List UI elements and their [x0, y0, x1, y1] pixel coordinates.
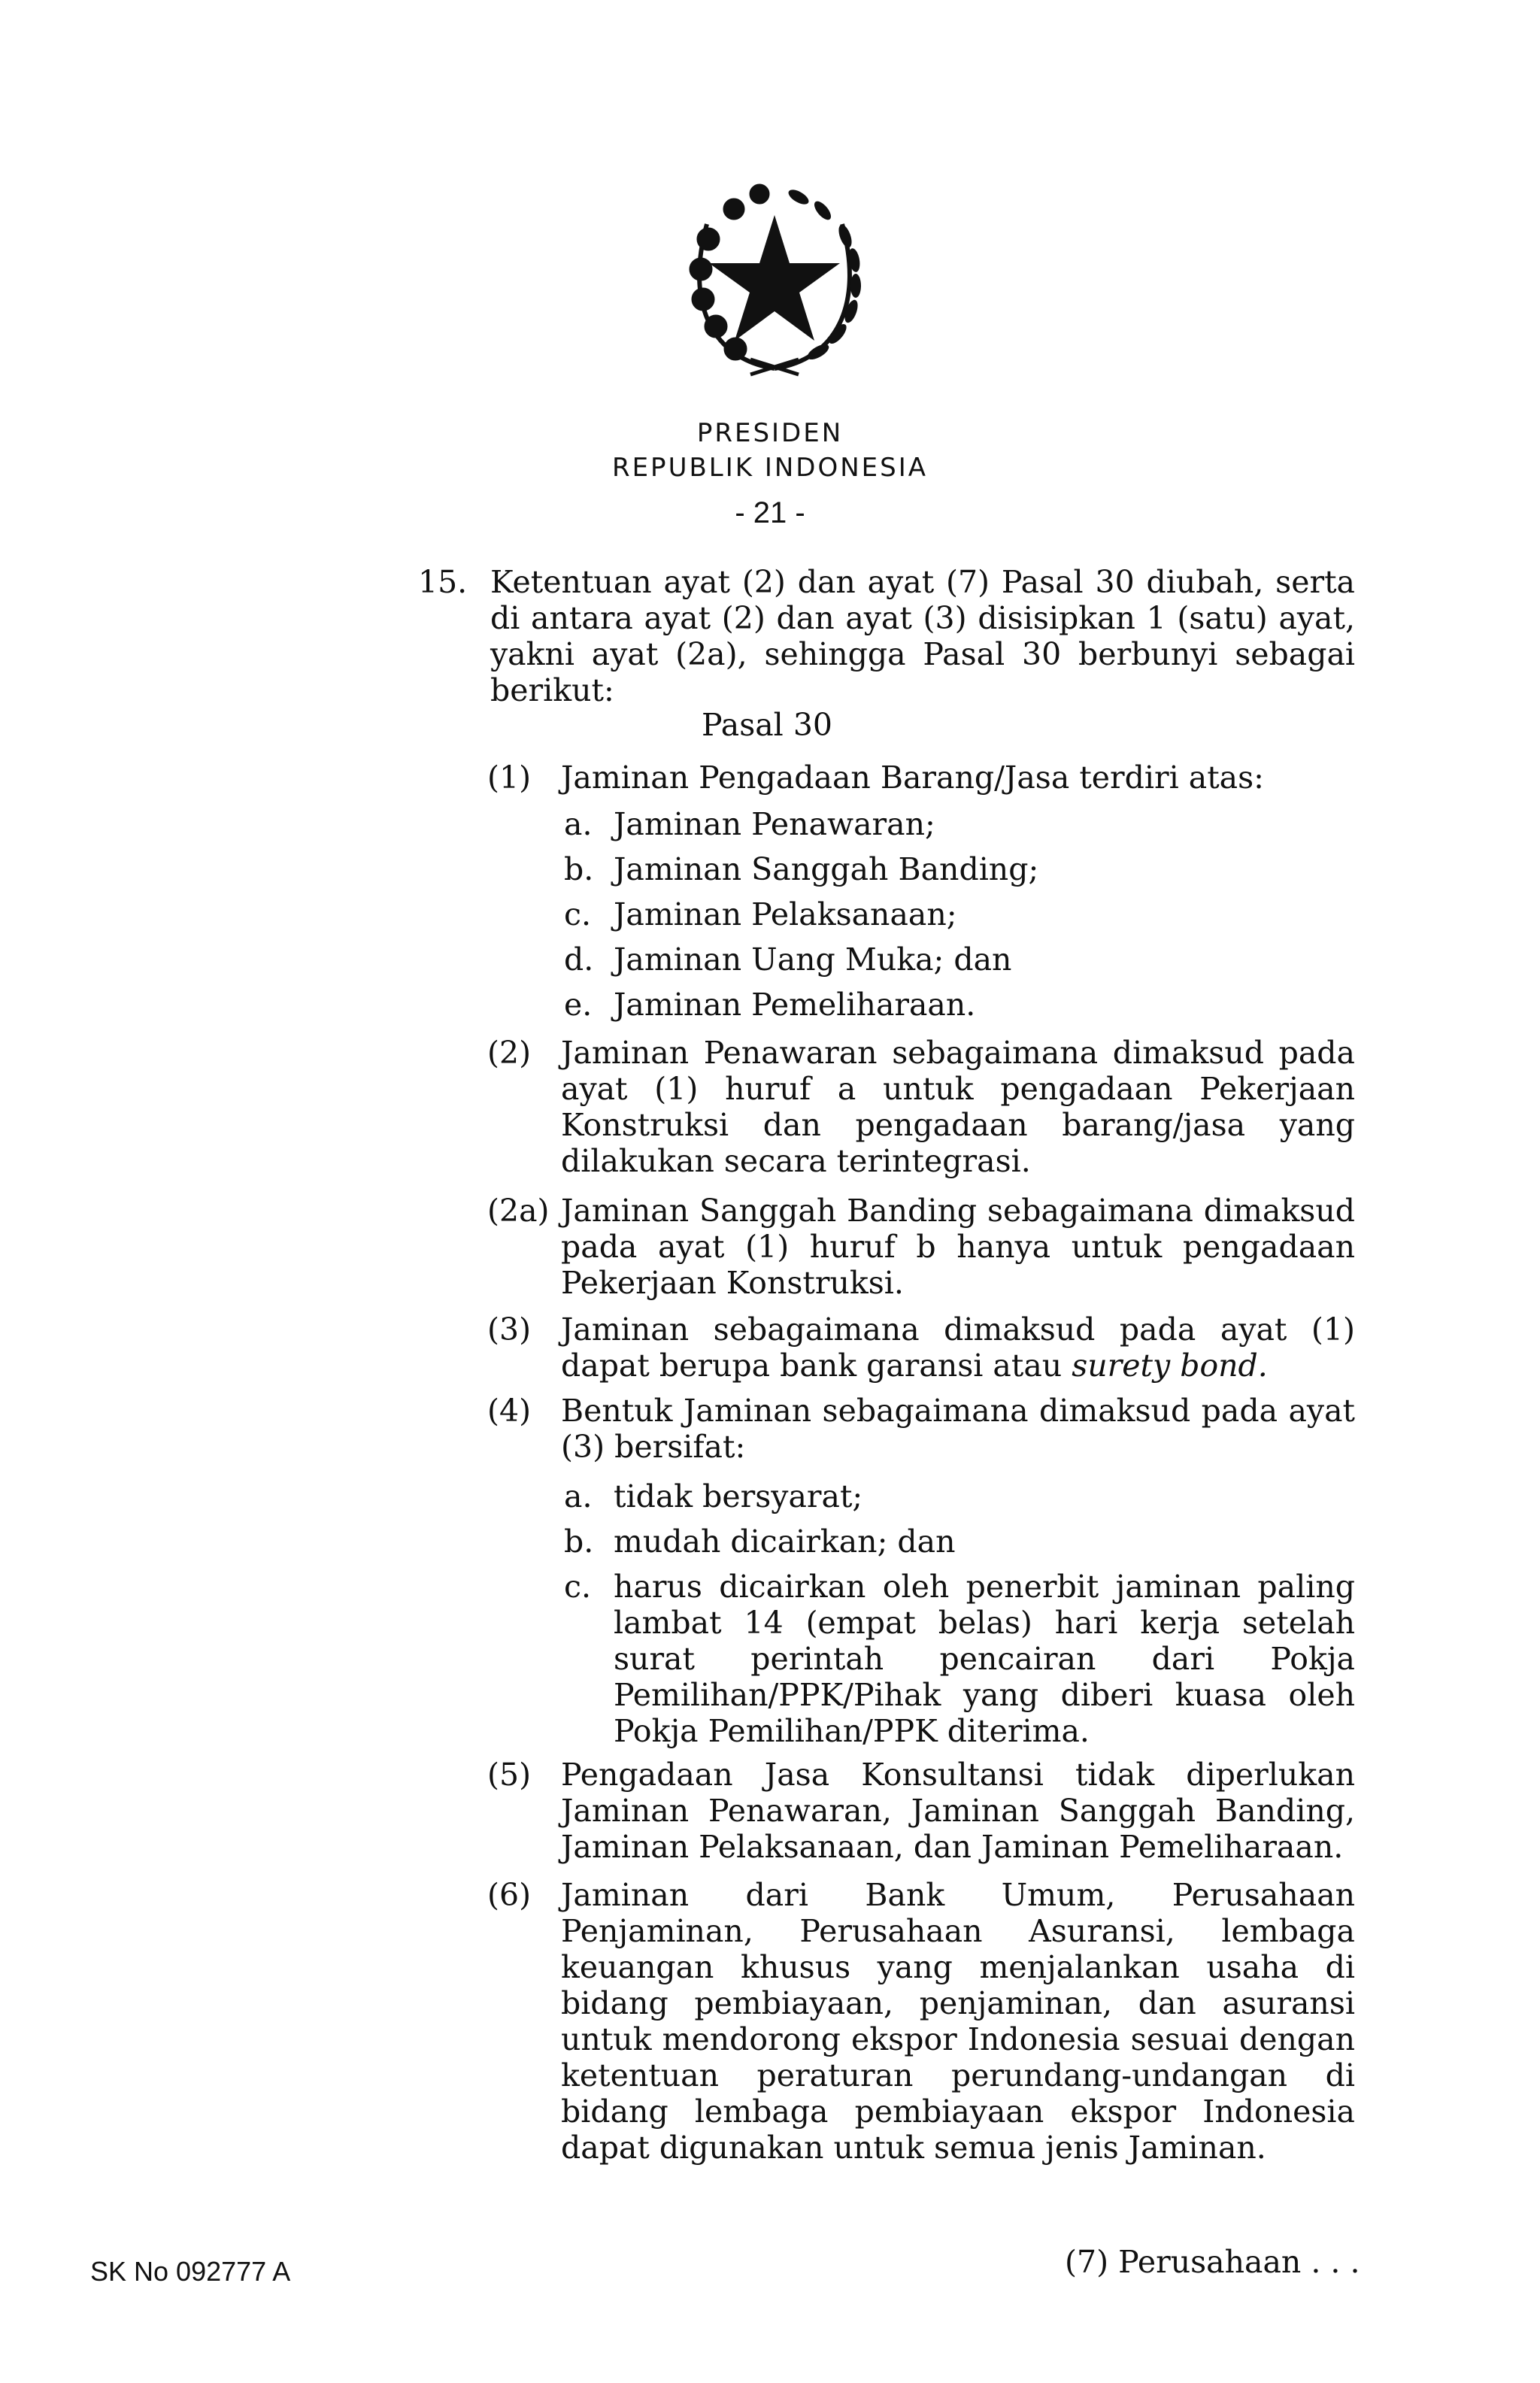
clause-6-text: Jaminan dari Bank Umum, Perusahaan Penjaminan, Perusahaan Asuransi, lembaga keuangan khusus yang menjalankan usaha di bidang pembiayaan, penjaminan, dan asuransi untuk mendorong ekspor Indonesia sesuai dengan ketentuan peraturan perundang-undangan di bidang lembaga pembiayaan ekspor Indonesia dapat digunakan untuk semua jenis Jaminan. — [561, 1877, 1355, 2166]
clause-1-sub-a-label: a. — [564, 806, 593, 842]
clause-2a-label: (2a) — [487, 1193, 550, 1229]
clause-1-sub-e-text: Jaminan Pemeliharaan. — [614, 987, 976, 1023]
clause-1-sub-c-text: Jaminan Pelaksanaan; — [614, 896, 957, 932]
clause-1-sub-c-label: c. — [564, 896, 591, 932]
clause-6-label: (6) — [487, 1877, 532, 1913]
clause-4-label: (4) — [487, 1393, 532, 1429]
clause-3-text-italic: surety bond. — [1072, 1348, 1268, 1384]
item-number: 15. — [418, 564, 468, 600]
document-code: SK No 092777 A — [90, 2256, 291, 2287]
pasal-title: Pasal 30 — [702, 707, 832, 743]
page-number: - 21 - — [735, 496, 805, 529]
clause-1-sub-b-label: b. — [564, 851, 594, 887]
clause-4-sub-b-label: b. — [564, 1523, 594, 1560]
clause-3-text — [561, 1311, 1355, 1384]
clause-4-sub-c-label: c. — [564, 1569, 591, 1605]
clause-2a-text: Jaminan Sanggah Banding sebagaimana dimaksud pada ayat (1) huruf b hanya untuk pengadaan Pekerjaan Konstruksi. — [561, 1193, 1355, 1301]
clause-1-text: Jaminan Pengadaan Barang/Jasa terdiri atas: — [561, 759, 1264, 796]
clause-4-sub-a-text: tidak bersyarat; — [614, 1478, 863, 1514]
clause-5-text: Pengadaan Jasa Konsultansi tidak diperlukan Jaminan Penawaran, Jaminan Sanggah Banding, Jaminan Pelaksanaan, dan Jaminan Pemeliharaan. — [561, 1757, 1355, 1865]
header-republik-indonesia: REPUBLIK INDONESIA — [611, 453, 929, 483]
header-presiden: PRESIDEN — [696, 418, 844, 448]
item-intro-text: Ketentuan ayat (2) dan ayat (7) Pasal 30 diubah, serta di antara ayat (2) dan ayat (3) disisipkan 1 (satu) ayat, yakni ayat (2a), sehingga Pasal 30 berbunyi sebagai berikut: — [490, 564, 1355, 708]
presidential-seal-icon — [662, 171, 887, 397]
clause-1-sub-d-text: Jaminan Uang Muka; dan — [614, 941, 1012, 978]
clause-4-sub-a-label: a. — [564, 1478, 593, 1514]
clause-4-sub-c-text: harus dicairkan oleh penerbit jaminan paling lambat 14 (empat belas) hari kerja setelah surat perintah pencairan dari Pokja Pemilihan/PPK/Pihak yang diberi kuasa oleh Pokja Pemilihan/PPK diterima. — [614, 1569, 1355, 1749]
clause-2-label: (2) — [487, 1035, 532, 1071]
continuation-marker: (7) Perusahaan . . . — [1065, 2244, 1360, 2280]
clause-1-label: (1) — [487, 759, 532, 796]
clause-1-sub-b-text: Jaminan Sanggah Banding; — [614, 851, 1039, 887]
clause-1-sub-a-text: Jaminan Penawaran; — [614, 806, 935, 842]
clause-3-text-main: Jaminan sebagaimana dimaksud pada ayat (1) dapat berupa bank garansi atau — [561, 1311, 1355, 1384]
clause-5-label: (5) — [487, 1757, 532, 1793]
clause-3-label: (3) — [487, 1311, 532, 1348]
clause-4-sub-b-text: mudah dicairkan; dan — [614, 1523, 956, 1560]
clause-4-text: Bentuk Jaminan sebagaimana dimaksud pada ayat (3) bersifat: — [561, 1393, 1355, 1465]
clause-2-text: Jaminan Penawaran sebagaimana dimaksud pada ayat (1) huruf a untuk pengadaan Pekerjaan Konstruksi dan pengadaan barang/jasa yang dilakukan secara terintegrasi. — [561, 1035, 1355, 1179]
clause-1-sub-e-label: e. — [564, 987, 593, 1023]
clause-1-sub-d-label: d. — [564, 941, 594, 978]
